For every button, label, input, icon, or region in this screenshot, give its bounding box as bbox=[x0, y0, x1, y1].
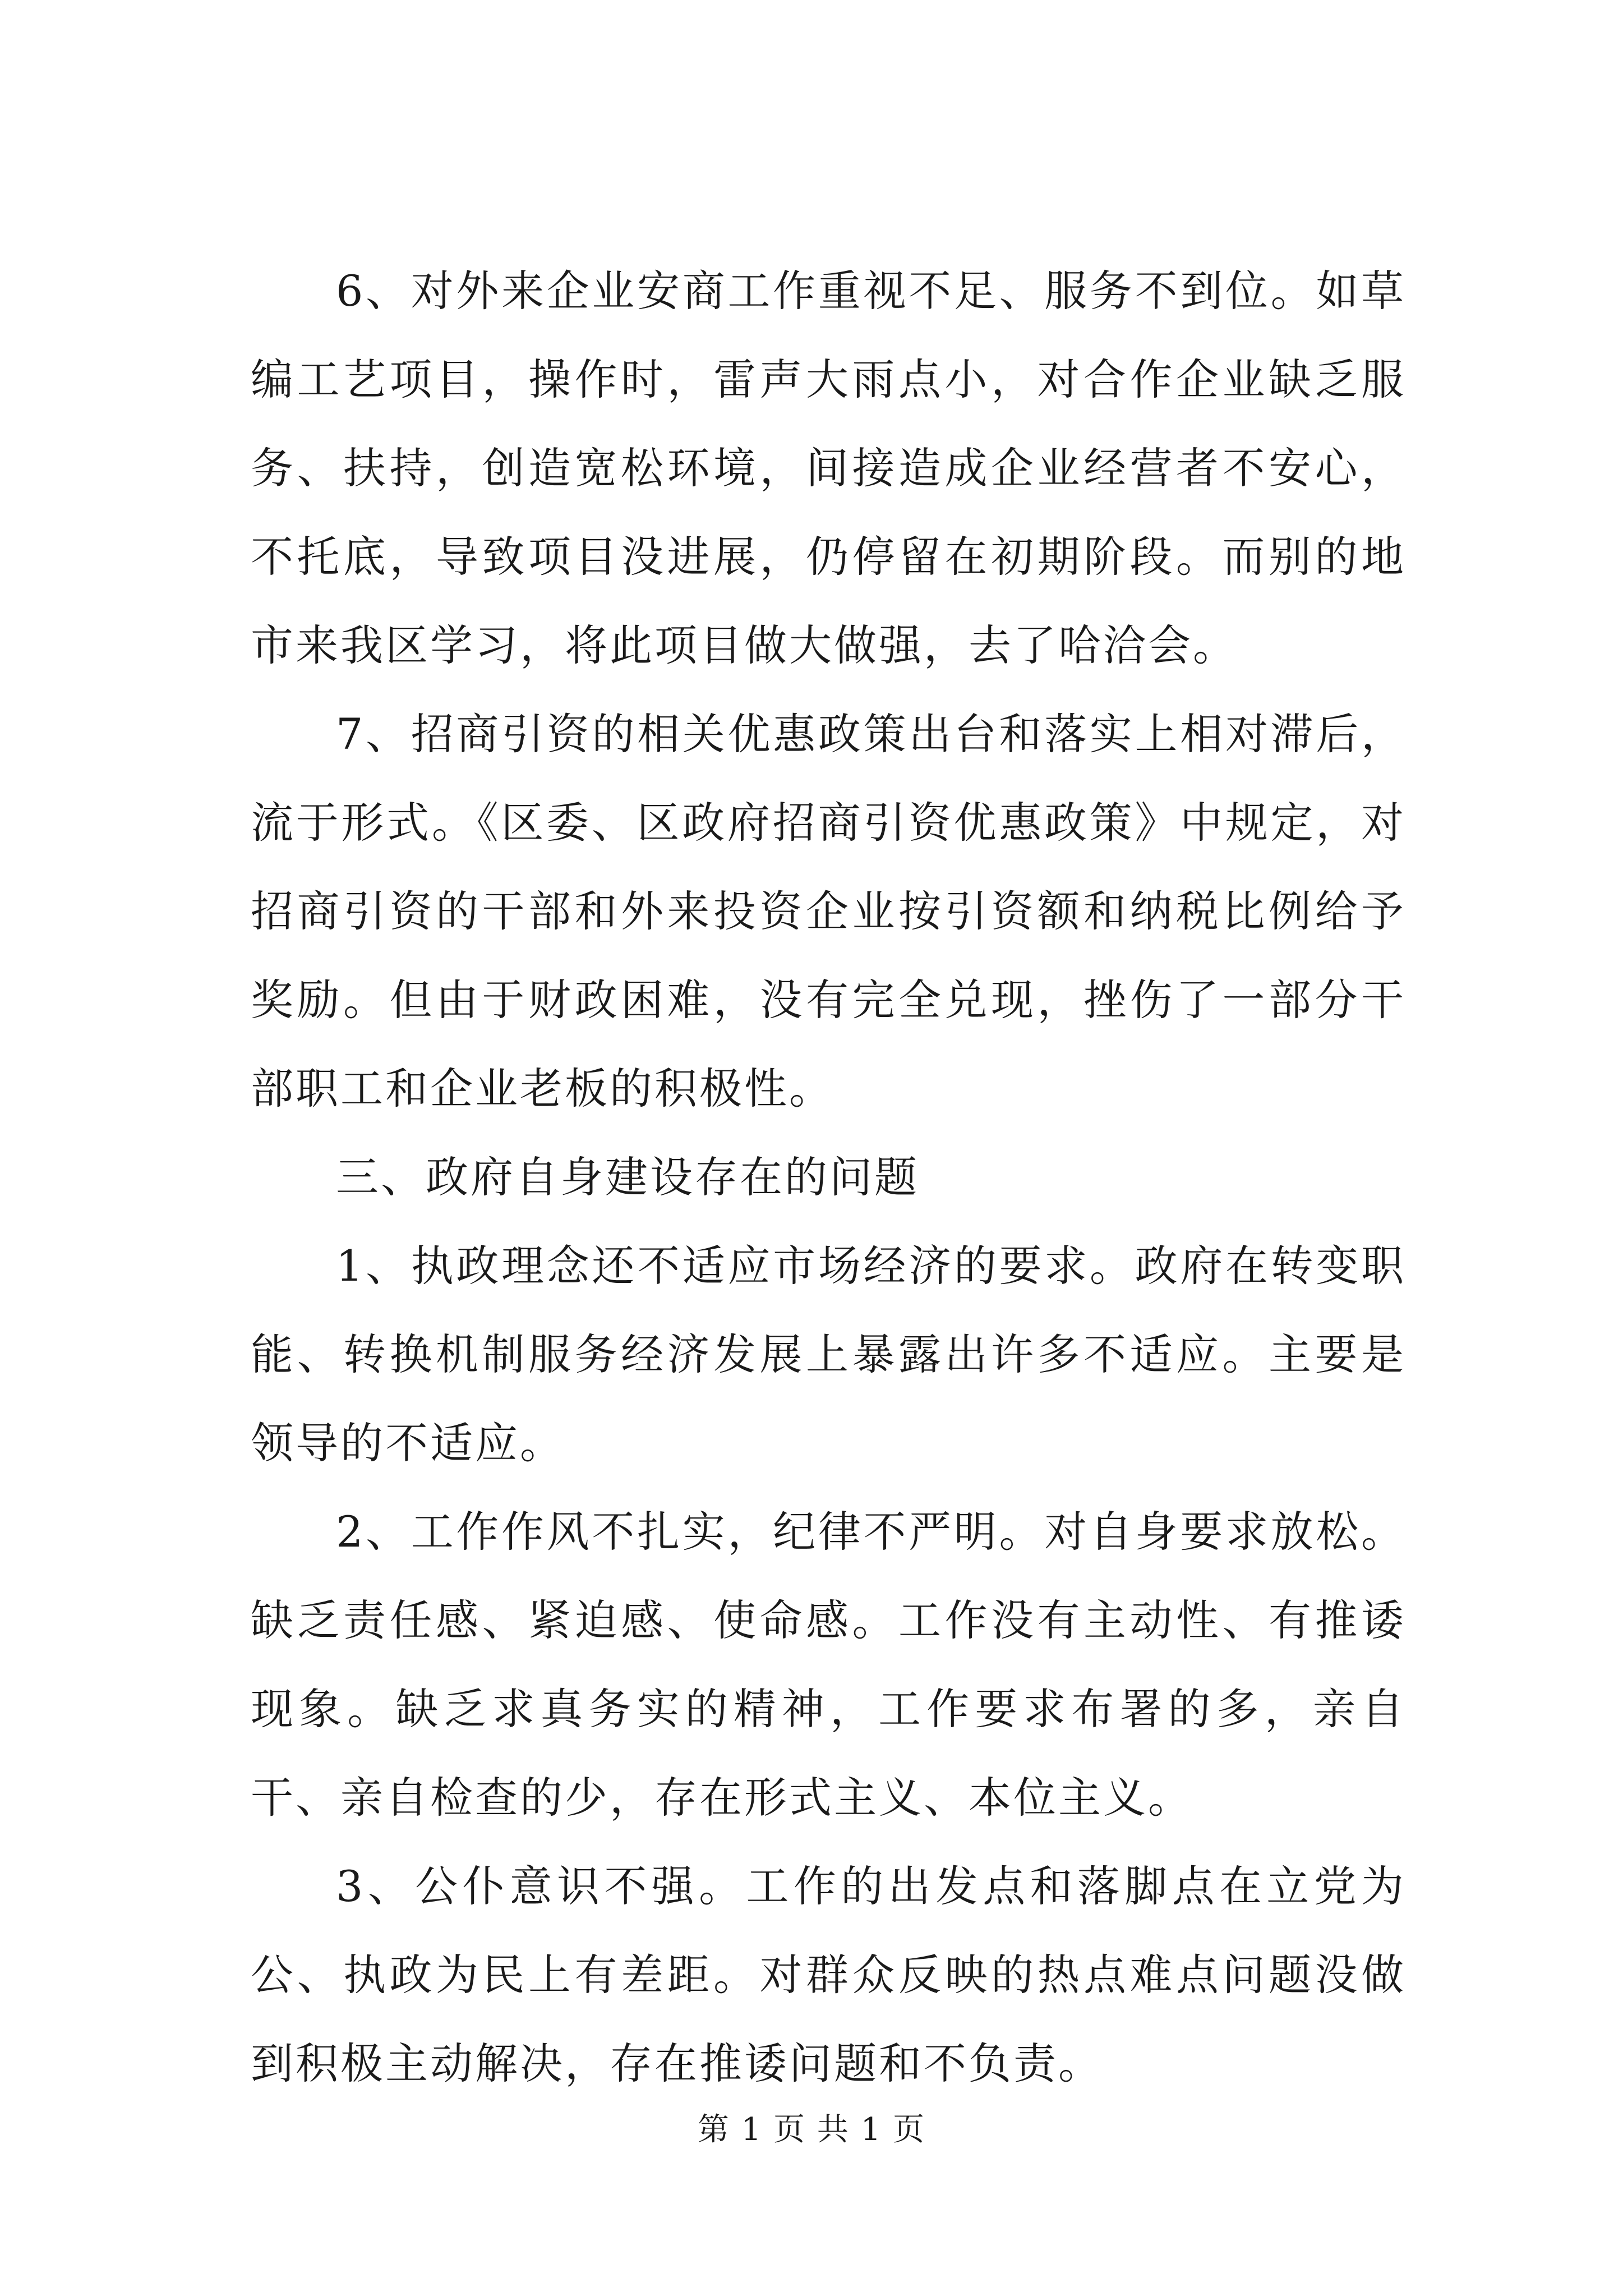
paragraph-item-2: 2、工作作风不扎实，纪律不严明。对自身要求放松。缺乏责任感、紧迫感、使命感。工作没有主动性、有推诿现象。缺乏求真务实的精神，工作要求布署的多，亲自干、亲自检查的少，存在形式主义、本位主义。 bbox=[251, 1507, 1406, 1823]
paragraph-item-7: 7、招商引资的相关优惠政策出台和落实上相对滞后，流于形式。《区委、区政府招商引资优惠政策》中规定，对招商引资的干部和外来投资企业按引资额和纳税比例给予奖励。但由于财政困难，没有完全兑现，挫伤了一部分干部职工和企业老板的积极性。 bbox=[251, 709, 1406, 1114]
paragraph-item-1: 1、执政理念还不适应市场经济的要求。政府在转变职能、转换机制服务经济发展上暴露出许多不适应。主要是领导的不适应。 bbox=[251, 1241, 1406, 1468]
paragraph-item-6: 6、对外来企业安商工作重视不足、服务不到位。如草编工艺项目，操作时，雷声大雨点小，对合作企业缺乏服务、扶持，创造宽松环境，间接造成企业经营者不安心，不托底，导致项目没进展，仍停留在初期阶段。而别的地市来我区学习，将此项目做大做强，去了哈洽会。 bbox=[251, 266, 1406, 670]
document-body bbox=[251, 247, 1406, 2108]
section-heading: 三、政府自身建设存在的问题 bbox=[336, 1152, 919, 1202]
paragraph-item-3: 3、公仆意识不强。工作的出发点和落脚点在立党为公、执政为民上有差距。对群众反映的热点难点问题没做到积极主动解决，存在推诿问题和不负责。 bbox=[251, 1861, 1406, 2088]
page-footer: 第 1 页 共 1 页 bbox=[697, 2111, 926, 2148]
